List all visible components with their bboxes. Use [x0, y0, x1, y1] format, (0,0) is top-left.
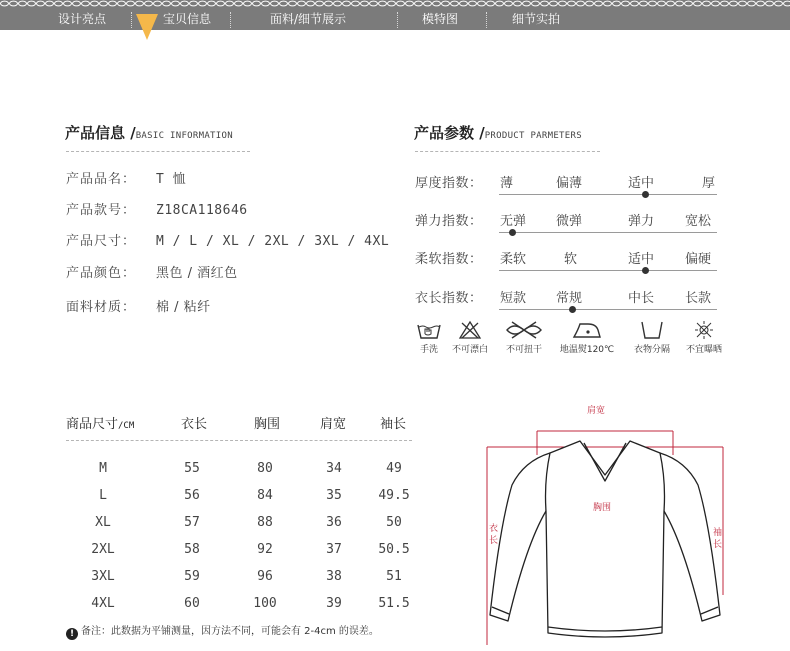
warning-icon: !: [66, 628, 78, 640]
measurement-note: [66, 622, 379, 640]
size-header-length: 衣长: [181, 417, 208, 432]
params-title: [414, 122, 582, 143]
size-cell-shoulder: 34: [326, 461, 342, 476]
size-cell-shoulder: 37: [326, 542, 342, 557]
size-cell-chest: 92: [257, 542, 273, 557]
shoulder-width-label: 肩宽: [587, 406, 606, 416]
nav-item-detail-shots[interactable]: 细节实拍: [512, 12, 561, 26]
param-option: 无弹: [500, 214, 527, 229]
size-header-chest: 胸围: [254, 417, 281, 432]
no-bleach-icon: [458, 320, 482, 340]
size-cell-length: 60: [184, 596, 200, 611]
size-cell-sleeve: 50.5: [378, 542, 410, 557]
param-selected-dot: [569, 306, 576, 313]
size-cell-length: 55: [184, 461, 200, 476]
size-cell-chest: 96: [257, 569, 273, 584]
info-row-product-name: [66, 168, 186, 187]
param-option: 偏薄: [556, 176, 583, 191]
param-option: 中长: [628, 291, 655, 306]
size-cell-shoulder: 35: [326, 488, 342, 503]
param-option: 柔软: [500, 252, 527, 267]
size-cell-size: L: [99, 488, 107, 503]
care-label: 不可漂白: [451, 345, 488, 355]
size-cell-sleeve: 51.5: [378, 596, 410, 611]
care-label: 不宜曝晒: [685, 345, 722, 355]
nav-separator: [131, 12, 132, 28]
size-cell-size: XL: [95, 515, 111, 530]
param-label: 弹力指数：: [415, 214, 483, 229]
param-option: 厚: [702, 176, 716, 191]
size-header-size-label: 商品尺寸: [66, 417, 119, 432]
nav-separator: [230, 12, 231, 28]
size-cell-length: 56: [184, 488, 200, 503]
no-sun-dry-icon: [693, 320, 715, 340]
param-option: 软: [564, 252, 578, 267]
care-label: 不可扭干: [505, 345, 542, 355]
info-row-sizes: [66, 230, 389, 249]
param-label: 衣长指数：: [415, 291, 483, 306]
size-cell-chest: 88: [257, 515, 273, 530]
info-value: 黑色 / 酒红色: [156, 266, 238, 281]
param-selected-dot: [642, 267, 649, 274]
no-wring-icon: [504, 320, 544, 340]
param-option: 适中: [628, 176, 655, 191]
size-cell-shoulder: 38: [326, 569, 342, 584]
care-label: 地温熨120℃: [559, 345, 615, 355]
active-tab-marker-icon: [136, 8, 158, 40]
care-no-wring: [500, 320, 548, 355]
param-option: 短款: [500, 291, 527, 306]
size-table-divider: [66, 440, 412, 441]
size-cell-shoulder: 36: [326, 515, 342, 530]
param-selected-dot: [509, 229, 516, 236]
care-low-iron: [556, 320, 618, 355]
info-row-material: [66, 296, 211, 315]
info-row-colors: [66, 262, 238, 281]
param-label: 柔软指数：: [415, 252, 483, 267]
care-no-sun-dry: [680, 320, 728, 355]
size-header-unit: /CM: [118, 421, 135, 431]
hand-wash-icon: [416, 320, 442, 340]
size-cell-length: 57: [184, 515, 200, 530]
size-cell-sleeve: 49.5: [378, 488, 410, 503]
size-header-size: [66, 413, 134, 432]
top-nav-bar: [0, 0, 790, 30]
param-scale-line: [499, 309, 717, 310]
basic-info-title-cn: 产品信息 /: [65, 124, 136, 142]
basic-info-title-en: BASIC INFORMATION: [135, 131, 233, 141]
low-iron-icon: [572, 320, 602, 340]
basic-info-divider: [66, 151, 250, 152]
size-cell-size: 2XL: [91, 542, 115, 557]
nav-separator: [397, 12, 398, 28]
param-scale-line: [499, 194, 717, 195]
size-cell-sleeve: 50: [386, 515, 402, 530]
info-label: 产品款号：: [66, 203, 137, 218]
size-cell-size: M: [99, 461, 107, 476]
care-label: 衣物分隔: [633, 345, 670, 355]
param-option: 长款: [685, 291, 712, 306]
param-option: 微弹: [556, 214, 583, 229]
size-cell-size: 3XL: [91, 569, 115, 584]
nav-item-model-photos[interactable]: 模特图: [422, 12, 459, 26]
chest-width-label: 胸围: [593, 503, 612, 513]
info-label: 产品尺寸：: [66, 234, 137, 249]
param-option: 弹力: [628, 214, 655, 229]
param-option: 薄: [500, 176, 514, 191]
param-label: 厚度指数：: [415, 176, 483, 191]
nav-item-fabric-details[interactable]: 面料/细节展示: [270, 12, 347, 26]
info-row-style-number: [66, 199, 248, 218]
size-cell-length: 58: [184, 542, 200, 557]
info-label: 面料材质：: [66, 300, 137, 315]
info-value: Z18CA118646: [156, 203, 248, 218]
basic-info-title: [65, 122, 233, 143]
sleeve-length-label: 袖长: [713, 528, 723, 550]
size-cell-shoulder: 39: [326, 596, 342, 611]
param-option: 宽松: [685, 214, 712, 229]
nav-separator: [486, 12, 487, 28]
size-cell-chest: 84: [257, 488, 273, 503]
size-cell-chest: 100: [253, 596, 277, 611]
size-cell-chest: 80: [257, 461, 273, 476]
param-scale-line: [499, 232, 717, 233]
size-cell-sleeve: 51: [386, 569, 402, 584]
body-length-label: 衣长: [489, 524, 499, 546]
measurement-note-text: 备注：此数据为平铺测量，因方法不同，可能会有 2-4cm 的误差。: [81, 626, 379, 637]
care-label: 手洗: [419, 345, 438, 355]
info-value: 棉 / 粘纤: [156, 300, 211, 315]
params-title-en: PRODUCT PARMETERS: [484, 131, 582, 141]
nav-item-design-highlights[interactable]: 设计亮点: [58, 12, 107, 26]
param-option: 常规: [556, 291, 583, 306]
size-header-sleeve: 袖长: [380, 417, 407, 432]
info-label: 产品品名：: [66, 172, 137, 187]
care-wash-separately: [625, 320, 679, 355]
size-cell-size: 4XL: [91, 596, 115, 611]
care-hand-wash: [414, 320, 444, 355]
param-option: 适中: [628, 252, 655, 267]
wash-separately-icon: [637, 320, 667, 340]
care-no-bleach: [446, 320, 494, 355]
info-label: 产品颜色：: [66, 266, 137, 281]
info-value: M / L / XL / 2XL / 3XL / 4XL: [156, 234, 390, 249]
size-header-shoulder: 肩宽: [320, 417, 347, 432]
param-selected-dot: [642, 191, 649, 198]
size-cell-length: 59: [184, 569, 200, 584]
nav-item-product-info[interactable]: 宝贝信息: [163, 12, 212, 26]
long-sleeve-tee-drawing: [480, 395, 730, 645]
chain-border-decoration: [0, 0, 790, 7]
param-option: 偏硬: [685, 252, 712, 267]
size-cell-sleeve: 49: [386, 461, 402, 476]
params-divider: [415, 151, 600, 152]
info-value: T 恤: [156, 172, 187, 187]
param-scale-line: [499, 270, 717, 271]
garment-measurement-diagram: [480, 395, 730, 645]
params-title-cn: 产品参数 /: [414, 124, 485, 142]
